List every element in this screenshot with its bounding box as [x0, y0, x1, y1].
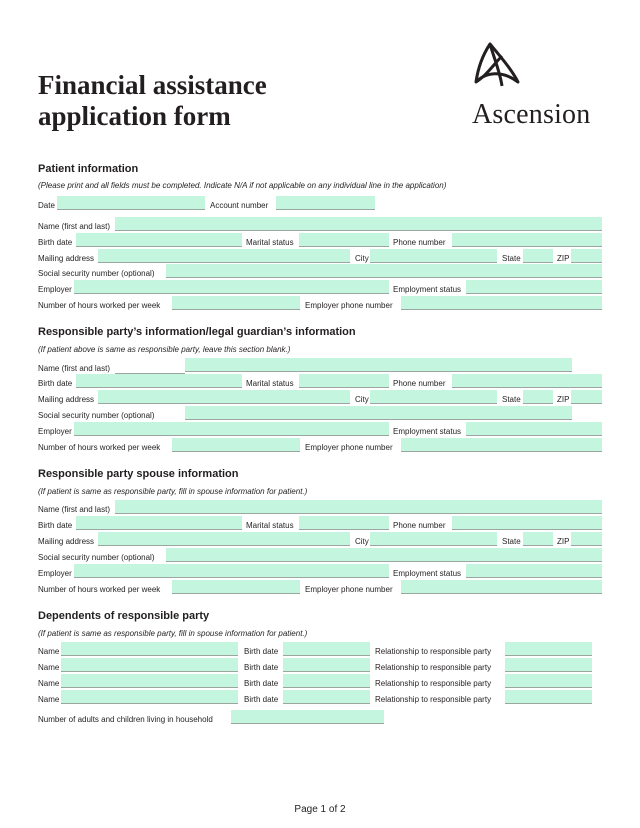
- responsible-phone-field[interactable]: [452, 374, 602, 388]
- patient-zip-field[interactable]: [571, 249, 602, 263]
- dependent-birth-date-label: Birth date: [244, 679, 279, 688]
- dependent-birth-date-field[interactable]: [283, 658, 370, 672]
- spouse-phone-field[interactable]: [452, 516, 602, 530]
- dependents-section-title: Dependents of responsible party: [38, 610, 210, 622]
- patient-birth-date-field[interactable]: [76, 233, 242, 247]
- responsible-state-label: State: [502, 395, 521, 404]
- responsible-city-field[interactable]: [370, 390, 497, 404]
- spouse-employment-status-field[interactable]: [466, 564, 602, 578]
- responsible-state-field[interactable]: [523, 390, 553, 404]
- dependent-relationship-field[interactable]: [505, 690, 592, 704]
- spouse-mailing-address-field[interactable]: [98, 532, 350, 546]
- responsible-employment-status-label: Employment status: [393, 427, 462, 436]
- spouse-ssn-field[interactable]: [166, 548, 602, 562]
- patient-state-field[interactable]: [523, 249, 553, 263]
- spouse-name-field[interactable]: [115, 500, 602, 514]
- responsible-name-field[interactable]: [185, 358, 572, 372]
- household-count-field[interactable]: [231, 710, 384, 724]
- dependent-name-field[interactable]: [61, 674, 238, 688]
- dependent-birth-date-field[interactable]: [283, 690, 370, 704]
- dependent-birth-date-field[interactable]: [283, 642, 370, 656]
- responsible-section-note: (If patient above is same as responsible party, leave this section blank.): [38, 345, 291, 354]
- patient-employment-status-label: Employment status: [393, 285, 462, 294]
- dependent-relationship-field[interactable]: [505, 642, 592, 656]
- dependent-birth-date-label: Birth date: [244, 647, 279, 656]
- ascension-triquetra-icon: [472, 42, 522, 88]
- dependent-name-label: Name: [38, 647, 60, 656]
- spouse-employer-label: Employer: [38, 569, 72, 578]
- patient-account-number-label: Account number: [210, 201, 269, 210]
- spouse-name-label: Name (first and last): [38, 505, 111, 514]
- spouse-zip-label: ZIP: [557, 537, 570, 546]
- responsible-zip-field[interactable]: [571, 390, 602, 404]
- patient-marital-status-field[interactable]: [299, 233, 389, 247]
- spouse-birth-date-label: Birth date: [38, 521, 73, 530]
- patient-ssn-field[interactable]: [166, 264, 602, 278]
- patient-phone-field[interactable]: [452, 233, 602, 247]
- spouse-hours-label: Number of hours worked per week: [38, 585, 161, 594]
- spouse-state-label: State: [502, 537, 521, 546]
- responsible-city-label: City: [355, 395, 369, 404]
- responsible-marital-status-label: Marital status: [246, 379, 294, 388]
- dependents-section-note: (If patient is same as responsible party, fill in spouse information for patient.): [38, 629, 308, 638]
- dependent-name-label: Name: [38, 695, 60, 704]
- spouse-ssn-label: Social security number (optional): [38, 553, 155, 562]
- spouse-city-field[interactable]: [370, 532, 497, 546]
- responsible-employer-field[interactable]: [74, 422, 389, 436]
- responsible-ssn-field[interactable]: [185, 406, 572, 420]
- responsible-birth-date-field[interactable]: [76, 374, 242, 388]
- brand-name: Ascension: [472, 99, 591, 130]
- patient-name-label: Name (first and last): [38, 222, 111, 231]
- patient-date-label: Date: [38, 201, 55, 210]
- spouse-hours-field[interactable]: [172, 580, 300, 594]
- dependent-birth-date-label: Birth date: [244, 663, 279, 672]
- dependent-relationship-label: Relationship to responsible party: [375, 663, 492, 672]
- patient-employer-phone-label: Employer phone number: [305, 301, 393, 310]
- patient-birth-date-label: Birth date: [38, 238, 73, 247]
- patient-hours-label: Number of hours worked per week: [38, 301, 161, 310]
- dependent-relationship-field[interactable]: [505, 674, 592, 688]
- responsible-employer-phone-field[interactable]: [401, 438, 602, 452]
- patient-section-title: Patient information: [38, 163, 139, 175]
- responsible-marital-status-field[interactable]: [299, 374, 389, 388]
- form-title-line-1: Financial assistance: [38, 70, 267, 100]
- patient-name-field[interactable]: [115, 217, 602, 231]
- form-title: [38, 70, 368, 132]
- patient-ssn-label: Social security number (optional): [38, 269, 155, 278]
- spouse-state-field[interactable]: [523, 532, 553, 546]
- patient-zip-label: ZIP: [557, 254, 570, 263]
- household-count-label: Number of adults and children living in household: [38, 715, 213, 724]
- spouse-employer-phone-field[interactable]: [401, 580, 602, 594]
- dependent-birth-date-field[interactable]: [283, 674, 370, 688]
- spouse-section-note: (If patient is same as responsible party, fill in spouse information for patient.): [38, 487, 308, 496]
- patient-phone-label: Phone number: [393, 238, 446, 247]
- dependent-name-field[interactable]: [61, 658, 238, 672]
- responsible-ssn-label: Social security number (optional): [38, 411, 155, 420]
- patient-mailing-address-field[interactable]: [98, 249, 350, 263]
- patient-employer-phone-field[interactable]: [401, 296, 602, 310]
- dependent-relationship-field[interactable]: [505, 658, 592, 672]
- spouse-section-title: Responsible party spouse information: [38, 468, 239, 480]
- responsible-section-title: Responsible party’s information/legal guardian’s information: [38, 326, 356, 338]
- patient-city-label: City: [355, 254, 369, 263]
- responsible-phone-label: Phone number: [393, 379, 446, 388]
- responsible-employment-status-field[interactable]: [466, 422, 602, 436]
- spouse-employment-status-label: Employment status: [393, 569, 462, 578]
- patient-employment-status-field[interactable]: [466, 280, 602, 294]
- spouse-city-label: City: [355, 537, 369, 546]
- patient-account-number-field[interactable]: [276, 196, 375, 210]
- responsible-employer-phone-label: Employer phone number: [305, 443, 393, 452]
- spouse-birth-date-field[interactable]: [76, 516, 242, 530]
- patient-employer-field[interactable]: [74, 280, 389, 294]
- patient-section-note: (Please print and all fields must be completed. Indicate N/A if not applicable on any individual line in the application): [38, 181, 447, 190]
- spouse-marital-status-label: Marital status: [246, 521, 294, 530]
- responsible-zip-label: ZIP: [557, 395, 570, 404]
- spouse-marital-status-field[interactable]: [299, 516, 389, 530]
- patient-hours-field[interactable]: [172, 296, 300, 310]
- patient-employer-label: Employer: [38, 285, 72, 294]
- dependent-relationship-label: Relationship to responsible party: [375, 647, 492, 656]
- spouse-mailing-address-label: Mailing address: [38, 537, 95, 546]
- spouse-phone-label: Phone number: [393, 521, 446, 530]
- page-number: Page 1 of 2: [294, 804, 346, 815]
- patient-city-field[interactable]: [370, 249, 497, 263]
- patient-mailing-address-label: Mailing address: [38, 254, 95, 263]
- spouse-employer-phone-label: Employer phone number: [305, 585, 393, 594]
- form-title-line-2: application form: [38, 101, 231, 131]
- responsible-birth-date-label: Birth date: [38, 379, 73, 388]
- spouse-zip-field[interactable]: [571, 532, 602, 546]
- responsible-hours-field[interactable]: [172, 438, 300, 452]
- dependent-name-field[interactable]: [61, 642, 238, 656]
- patient-date-field[interactable]: [57, 196, 205, 210]
- dependent-relationship-label: Relationship to responsible party: [375, 695, 492, 704]
- dependent-name-label: Name: [38, 679, 60, 688]
- responsible-name-label: Name (first and last): [38, 364, 111, 373]
- responsible-mailing-address-field[interactable]: [98, 390, 350, 404]
- responsible-mailing-address-label: Mailing address: [38, 395, 95, 404]
- dependent-relationship-label: Relationship to responsible party: [375, 679, 492, 688]
- dependent-birth-date-label: Birth date: [244, 695, 279, 704]
- dependent-name-label: Name: [38, 663, 60, 672]
- responsible-hours-label: Number of hours worked per week: [38, 443, 161, 452]
- dependent-name-field[interactable]: [61, 690, 238, 704]
- patient-marital-status-label: Marital status: [246, 238, 294, 247]
- responsible-employer-label: Employer: [38, 427, 72, 436]
- patient-state-label: State: [502, 254, 521, 263]
- spouse-employer-field[interactable]: [74, 564, 389, 578]
